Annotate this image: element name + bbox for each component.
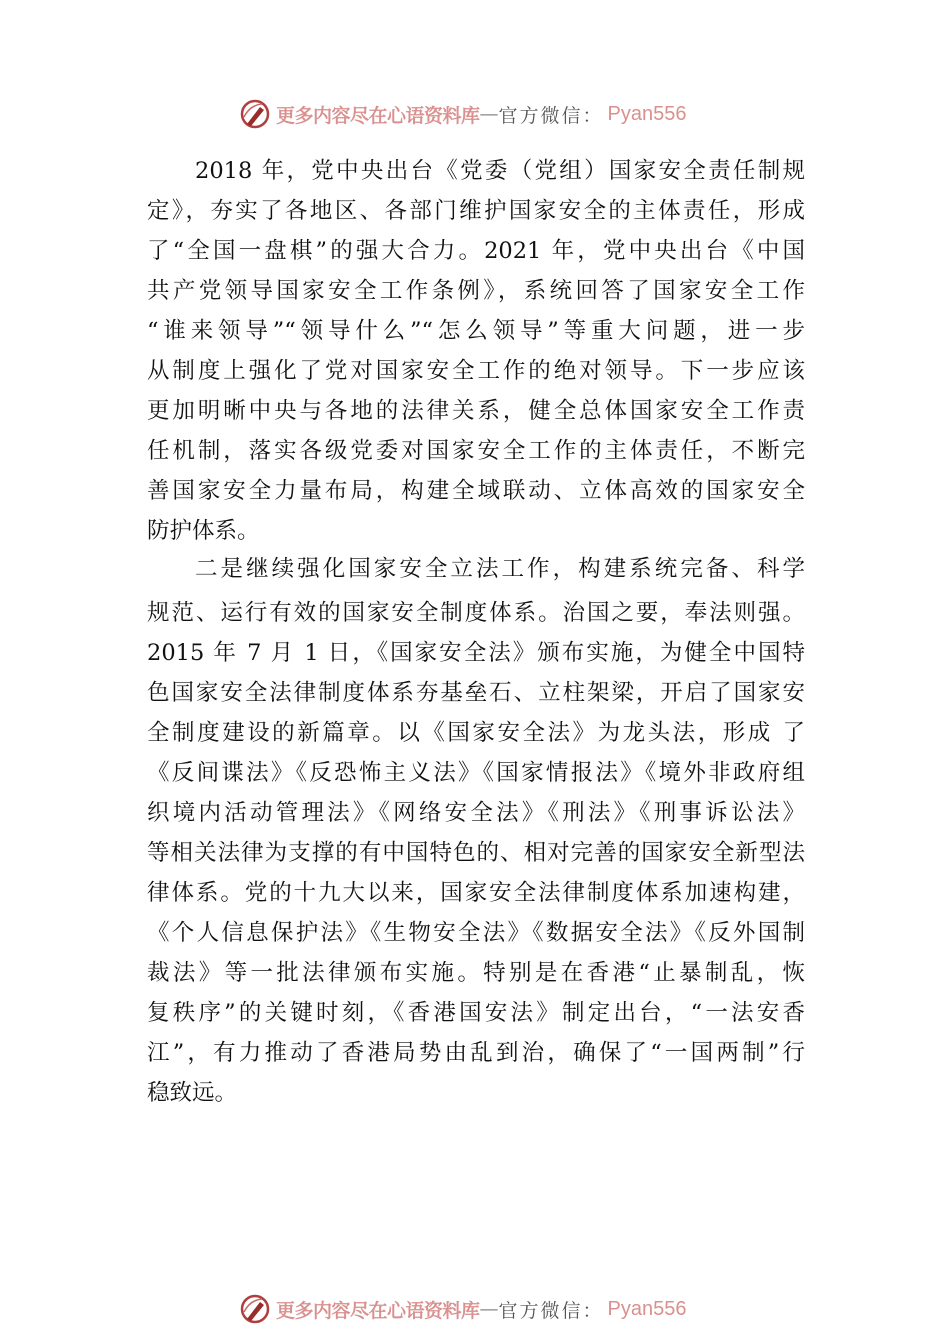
wechat-label: 官方微信： xyxy=(498,1299,604,1322)
pen-logo-icon xyxy=(238,1292,272,1326)
wechat-account: Pyan556 xyxy=(607,1297,687,1320)
header-banner xyxy=(238,96,728,132)
text-line: 防护体系。 xyxy=(147,518,260,544)
separator-dash: — xyxy=(479,103,499,125)
text-line: 裁法》等一批法律颁布实施。特别是在香港“止暴制乱，恢 xyxy=(147,960,805,986)
text-line: 复秩序”的关键时刻，《香港国安法》制定出台，“一法安香 xyxy=(147,1000,805,1026)
text-line: 织境内活动管理法》《网络安全法》《刑法》《刑事诉讼法》 xyxy=(147,800,805,826)
text-line: 二是继续强化国家安全立法工作，构建系统完备、科学 xyxy=(195,556,805,582)
pen-logo-icon xyxy=(238,97,272,131)
text-line: 了“全国一盘棋”的强大合力。2021 年，党中央出台《中国 xyxy=(147,238,805,264)
footer-banner xyxy=(238,1291,728,1327)
text-line: 定》，夯实了各地区、各部门维护国家安全的主体责任，形成 xyxy=(147,198,805,224)
text-line: 任机制，落实各级党委对国家安全工作的主体责任，不断完 xyxy=(147,438,805,464)
text-line: 江”，有力推动了香港局势由乱到治，确保了“一国两制”行 xyxy=(147,1040,805,1066)
text-line: “谁来领导”“领导什么”“怎么领导”等重大问题，进一步 xyxy=(147,318,805,344)
brand-name: 更多内容尽在心语资料库 xyxy=(276,104,480,127)
text-line: 2018 年，党中央出台《党委（党组）国家安全责任制规 xyxy=(195,158,805,184)
paragraph-1 xyxy=(147,151,805,551)
text-line: 更加明晰中央与各地的法律关系，健全总体国家安全工作责 xyxy=(147,398,805,424)
wechat-label: 官方微信： xyxy=(498,104,604,127)
text-line: 等相关法律为支撑的有中国特色的、相对完善的国家安全新型法 xyxy=(147,840,805,866)
wechat-account: Pyan556 xyxy=(607,102,687,125)
text-line: 规范、运行有效的国家安全制度体系。治国之要，奉法则强。 xyxy=(147,600,805,626)
separator-dash: — xyxy=(479,1298,499,1320)
text-line: 2015 年 7 月 1 日，《国家安全法》颁布实施，为健全中国特 xyxy=(147,640,805,666)
text-line: 色国家安全法律制度体系夯基垒石、立柱架梁，开启了国家安 xyxy=(147,680,805,706)
brand-name: 更多内容尽在心语资料库 xyxy=(276,1299,480,1322)
text-line: 从制度上强化了党对国家安全工作的绝对领导。下一步应该 xyxy=(147,358,805,384)
text-line: 律体系。党的十九大以来，国家安全法律制度体系加速构建， xyxy=(147,880,805,906)
text-line: 全制度建设的新篇章。以《国家安全法》为龙头法，形成 了 xyxy=(147,720,805,746)
text-line: 《反间谍法》《反恐怖主义法》《国家情报法》《境外非政府组 xyxy=(147,760,805,786)
paragraph-2 xyxy=(147,549,805,1113)
document-body xyxy=(147,151,805,1113)
text-line: 共产党领导国家安全工作条例》，系统回答了国家安全工作 xyxy=(147,278,805,304)
text-line: 《个人信息保护法》《生物安全法》《数据安全法》《反外国制 xyxy=(147,920,805,946)
text-line: 善国家安全力量布局，构建全域联动、立体高效的国家安全 xyxy=(147,478,805,504)
text-line: 稳致远。 xyxy=(147,1080,238,1106)
